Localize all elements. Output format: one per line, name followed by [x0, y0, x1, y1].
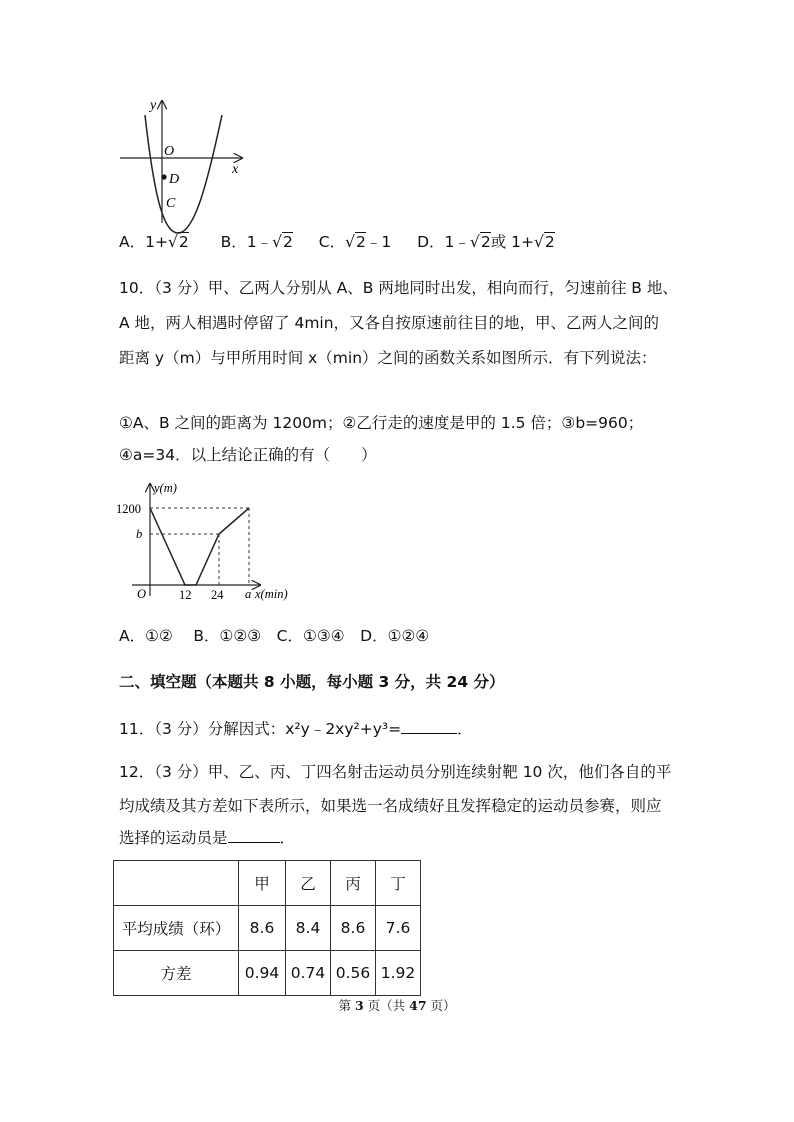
table-cell: 8.4	[286, 906, 331, 951]
table-row	[114, 951, 421, 996]
q10-line-3: 距离 y（m）与甲所用时间 x（min）之间的函数关系如图所示．有下列说法：	[119, 349, 657, 367]
table-header-row	[114, 861, 421, 906]
q12-answer-blank	[228, 828, 280, 843]
q11-suffix: ．	[457, 720, 473, 738]
tick-b: b	[136, 527, 143, 541]
tick-1200: 1200	[116, 502, 141, 516]
table-header-jia: 甲	[239, 861, 286, 906]
q10-line-4: ①A、B 之间的距离为 1200m；②乙行走的速度是甲的 1.5 倍；③b=960；	[119, 414, 644, 432]
q12-line-3-suffix: ．	[279, 829, 296, 847]
table-cell	[114, 861, 239, 906]
section-2-heading: 二、填空题（本题共 8 小题，每小题 3 分，共 24 分）	[119, 673, 505, 691]
x-axis-label: x(min)	[255, 587, 288, 601]
table-row	[114, 906, 421, 951]
table-cell: 1.92	[376, 951, 421, 996]
table-cell: 7.6	[376, 906, 421, 951]
q10-options: A．①② B．①②③ C．①③④ D．①②④	[119, 627, 430, 645]
table-header-ding: 丁	[376, 861, 421, 906]
tick-a: a	[245, 587, 252, 601]
page-footer: 第 3 页（共 47 页）	[338, 998, 456, 1013]
q9-options	[119, 232, 555, 252]
parabola-curve	[145, 115, 222, 233]
q10-line-5: ④a=34．以上结论正确的有（ ）	[119, 446, 377, 464]
q9-option-b: B．1﹣√2	[220, 233, 293, 251]
distance-line	[150, 508, 249, 585]
guide-lines	[150, 508, 249, 585]
o-label: O	[164, 144, 175, 159]
q10-line-2: A 地，两人相遇时停留了 4min，又各自按原速前往目的地，甲、乙两人之间的	[119, 314, 660, 332]
table-row-label: 方差	[114, 951, 239, 996]
parabola-graph	[110, 95, 260, 235]
q10-line-1: 10．（3 分）甲、乙两人分别从 A、B 两地同时出发，相向而行，匀速前往 B 地、	[119, 279, 678, 297]
q11-line	[119, 719, 473, 739]
table-header-yi: 乙	[286, 861, 331, 906]
y-axis-label: y(m)	[154, 481, 177, 495]
table-cell: 0.74	[286, 951, 331, 996]
q11-prefix: 11．（3 分）分解因式：x²y﹣2xy²+y³=	[119, 720, 402, 738]
c-label: C	[166, 196, 176, 211]
q9-option-d: D．1﹣√2或 1+√2	[417, 233, 555, 251]
table-cell: 8.6	[239, 906, 286, 951]
d-label: D	[169, 172, 180, 187]
tick-24: 24	[211, 588, 224, 602]
table-cell: 0.94	[239, 951, 286, 996]
score-table	[113, 860, 421, 996]
page-number: 3	[354, 998, 364, 1013]
distance-time-graph	[112, 478, 302, 604]
tick-o: O	[137, 587, 147, 601]
q12-line-2: 均成绩及其方差如下表所示，如果选一名成绩好且发挥稳定的运动员参赛，则应	[119, 797, 662, 815]
point-d	[161, 174, 166, 179]
q12-line-3-prefix: 选择的运动员是	[119, 829, 228, 847]
table-cell: 0.56	[331, 951, 376, 996]
q12-line-1: 12．（3 分）甲、乙、丙、丁四名射击运动员分别连续射靶 10 次，他们各自的平	[119, 763, 672, 781]
q12-line-3	[119, 828, 295, 848]
tick-12: 12	[179, 588, 192, 602]
y-label: y	[150, 98, 157, 113]
table-cell: 8.6	[331, 906, 376, 951]
table-header-bing: 丙	[331, 861, 376, 906]
table-row-label: 平均成绩（环）	[114, 906, 239, 951]
q11-answer-blank	[401, 719, 457, 734]
q9-option-c: C．√2﹣1	[318, 233, 392, 251]
total-pages: 47	[409, 998, 427, 1013]
q9-option-a: A．1+√2	[119, 233, 189, 251]
x-label: x	[232, 162, 239, 177]
